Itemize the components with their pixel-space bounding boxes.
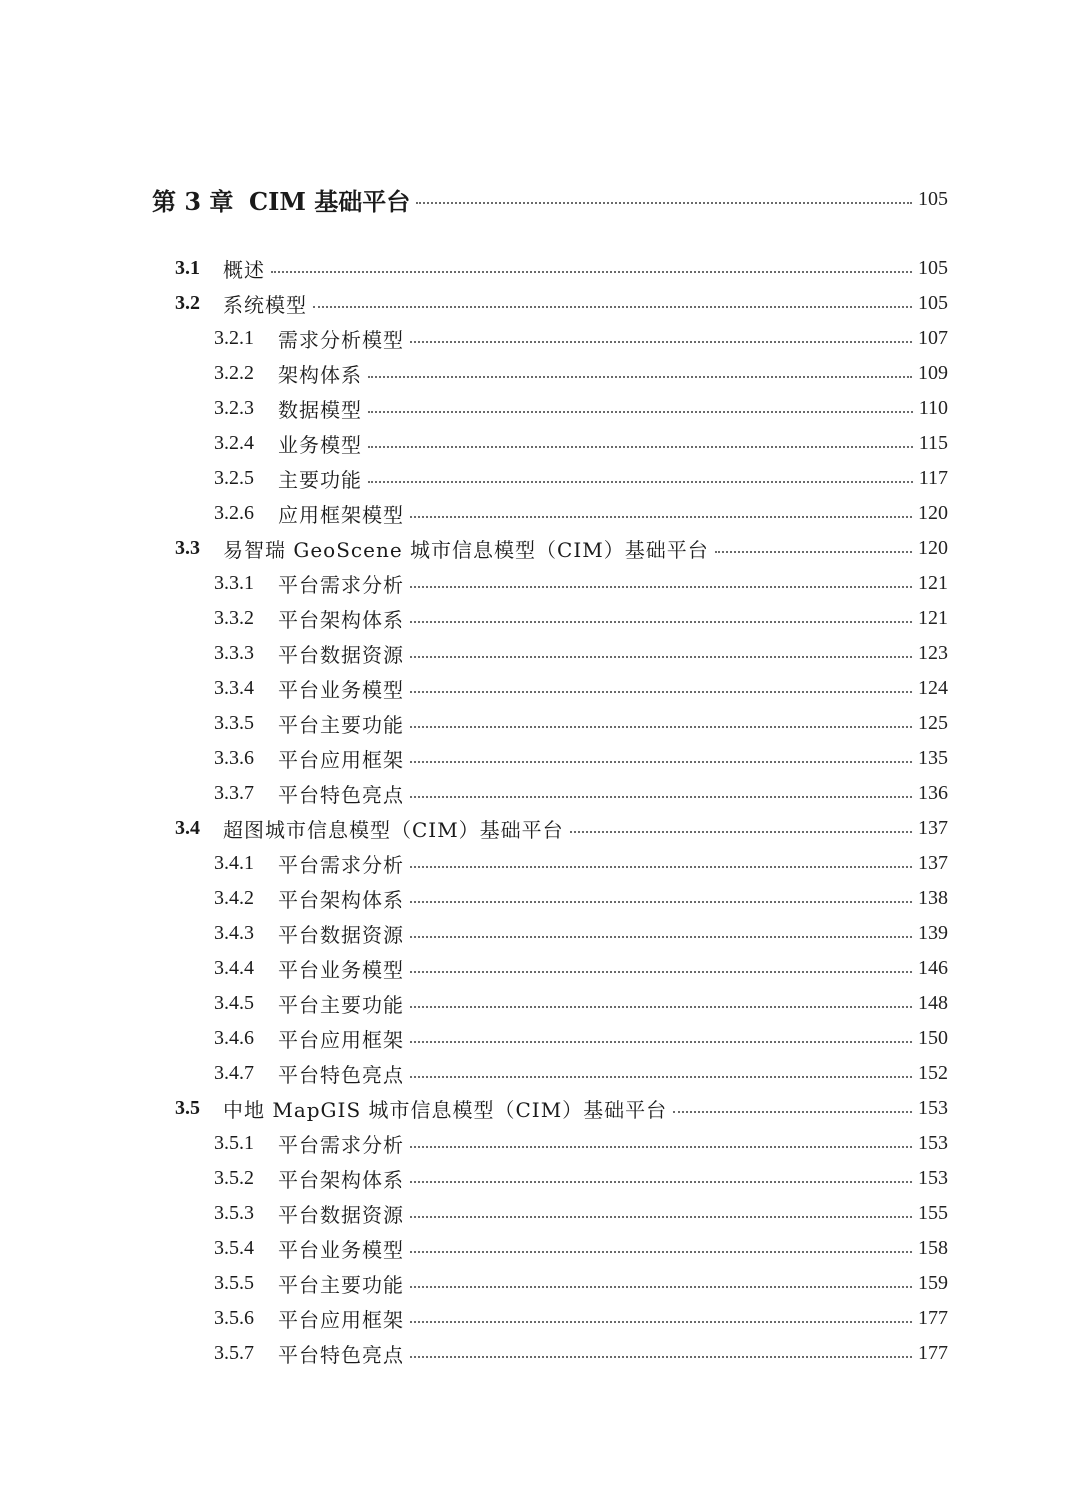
dot-leader xyxy=(715,550,912,553)
toc-entry-title: 需求分析模型 xyxy=(278,327,404,352)
toc-entry-page-number: 124 xyxy=(918,676,948,699)
toc-entry-sub[interactable] xyxy=(214,566,948,600)
toc-entry-sub[interactable] xyxy=(214,426,948,460)
toc-entry-title: 超图城市信息模型（CIM）基础平台 xyxy=(223,817,564,842)
toc-entry-sub[interactable] xyxy=(214,1196,948,1230)
toc-entry-number: 3.4 xyxy=(175,816,200,839)
toc-entry-title: 平台需求分析 xyxy=(278,852,404,877)
dot-leader xyxy=(410,1215,912,1218)
toc-entry-sub[interactable] xyxy=(214,741,948,775)
dot-leader xyxy=(410,1040,912,1043)
toc-entry-page-number: 115 xyxy=(918,431,948,454)
dot-leader xyxy=(410,340,912,343)
dot-leader xyxy=(368,375,912,378)
toc-entry-title: 平台应用框架 xyxy=(278,747,404,772)
toc-entry-number: 3.5.1 xyxy=(214,1131,254,1154)
toc-entry-title: 平台架构体系 xyxy=(278,1167,404,1192)
toc-entry-number: 3.5.3 xyxy=(214,1201,254,1224)
toc-entry-number: 3.3.7 xyxy=(214,781,254,804)
toc-entry-title: 概述 xyxy=(223,257,265,282)
dot-leader xyxy=(313,305,912,308)
dot-leader xyxy=(410,1180,912,1183)
toc-entry-number: 3.2 xyxy=(175,291,200,314)
toc-entry-sub[interactable] xyxy=(214,356,948,390)
dot-leader xyxy=(410,1285,912,1288)
toc-entry-page-number: 177 xyxy=(918,1341,948,1364)
toc-entry-sub[interactable] xyxy=(214,1056,948,1090)
toc-entry-number: 3.2.4 xyxy=(214,431,254,454)
toc-entry-chapter[interactable] xyxy=(152,182,948,216)
toc-entry-page-number: 107 xyxy=(918,326,948,349)
dot-leader xyxy=(410,690,912,693)
dot-leader xyxy=(410,1250,912,1253)
toc-entry-number: 3.2.1 xyxy=(214,326,254,349)
toc-entry-section[interactable] xyxy=(175,251,948,285)
toc-entry-title: 系统模型 xyxy=(223,292,307,317)
toc-entry-title: 平台特色亮点 xyxy=(278,1342,404,1367)
toc-entry-page-number: 139 xyxy=(918,921,948,944)
toc-entry-page-number: 121 xyxy=(918,571,948,594)
toc-entry-page-number: 120 xyxy=(918,501,948,524)
toc-entry-title: 平台主要功能 xyxy=(278,1272,404,1297)
toc-entry-title: 平台架构体系 xyxy=(278,887,404,912)
dot-leader xyxy=(410,935,912,938)
dot-leader xyxy=(368,480,913,483)
toc-entry-title: 平台业务模型 xyxy=(278,957,404,982)
toc-entry-title: 平台业务模型 xyxy=(278,677,404,702)
toc-entry-number: 3.4.7 xyxy=(214,1061,254,1084)
toc-entry-title: 平台数据资源 xyxy=(278,642,404,667)
toc-entry-title: CIM 基础平台 xyxy=(249,186,411,216)
toc-entry-page-number: 158 xyxy=(918,1236,948,1259)
toc-entry-number: 3.4.1 xyxy=(214,851,254,874)
dot-leader xyxy=(410,1075,912,1078)
toc-entry-number: 3.5.5 xyxy=(214,1271,254,1294)
toc-entry-number: 3.2.6 xyxy=(214,501,254,524)
toc-entry-number: 3.5.4 xyxy=(214,1236,254,1259)
toc-entry-number: 3.5 xyxy=(175,1096,200,1119)
toc-entry-title: 平台特色亮点 xyxy=(278,1062,404,1087)
dot-leader xyxy=(570,830,912,833)
toc-entry-page-number: 155 xyxy=(918,1201,948,1224)
toc-entry-sub[interactable] xyxy=(214,1301,948,1335)
toc-entry-number: 3.3.3 xyxy=(214,641,254,664)
toc-entry-sub[interactable] xyxy=(214,671,948,705)
toc-entry-title: 主要功能 xyxy=(278,467,362,492)
toc-entry-number: 3.3 xyxy=(175,536,200,559)
toc-entry-page-number: 105 xyxy=(918,291,948,314)
toc-entry-page-number: 153 xyxy=(918,1096,948,1119)
dot-leader xyxy=(271,270,912,273)
toc-entry-title: 平台架构体系 xyxy=(278,607,404,632)
dot-leader xyxy=(410,970,912,973)
toc-entry-number: 3.3.2 xyxy=(214,606,254,629)
dot-leader xyxy=(410,1355,912,1358)
toc-entry-page-number: 120 xyxy=(918,536,948,559)
toc-entry-page-number: 136 xyxy=(918,781,948,804)
toc-entry-sub[interactable] xyxy=(214,636,948,670)
dot-leader xyxy=(410,1320,912,1323)
toc-entry-number: 3.4.2 xyxy=(214,886,254,909)
toc-entry-number: 3.3.1 xyxy=(214,571,254,594)
toc-entry-sub[interactable] xyxy=(214,461,948,495)
toc-entry-page-number: 117 xyxy=(918,466,948,489)
toc-entry-page-number: 148 xyxy=(918,991,948,1014)
toc-entry-page-number: 137 xyxy=(918,816,948,839)
toc-entry-section[interactable] xyxy=(175,811,948,845)
toc-entry-number: 3.5.2 xyxy=(214,1166,254,1189)
toc-entry-number: 3.5.6 xyxy=(214,1306,254,1329)
toc-entry-number: 3.4.3 xyxy=(214,921,254,944)
toc-entry-sub[interactable] xyxy=(214,1021,948,1055)
toc-entry-page-number: 146 xyxy=(918,956,948,979)
toc-entry-title: 平台应用框架 xyxy=(278,1307,404,1332)
toc-entry-title: 平台数据资源 xyxy=(278,922,404,947)
toc-entry-sub[interactable] xyxy=(214,951,948,985)
toc-entry-number: 3.2.5 xyxy=(214,466,254,489)
toc-entry-number: 3.2.3 xyxy=(214,396,254,419)
toc-entry-page-number: 123 xyxy=(918,641,948,664)
toc-entry-page-number: 121 xyxy=(918,606,948,629)
toc-entry-page-number: 109 xyxy=(918,361,948,384)
toc-entry-page-number: 105 xyxy=(918,187,948,210)
toc-entry-title: 平台主要功能 xyxy=(278,712,404,737)
toc-entry-sub[interactable] xyxy=(214,881,948,915)
toc-entry-page-number: 152 xyxy=(918,1061,948,1084)
toc-entry-page-number: 159 xyxy=(918,1271,948,1294)
dot-leader xyxy=(410,655,912,658)
toc-entry-sub[interactable] xyxy=(214,1336,948,1370)
dot-leader xyxy=(416,201,912,204)
dot-leader xyxy=(410,585,912,588)
toc-entry-page-number: 153 xyxy=(918,1166,948,1189)
dot-leader xyxy=(410,900,912,903)
toc-entry-number: 3.4.5 xyxy=(214,991,254,1014)
toc-entry-number: 3.4.6 xyxy=(214,1026,254,1049)
toc-entry-title: 业务模型 xyxy=(278,432,362,457)
dot-leader xyxy=(410,1145,912,1148)
toc-entry-title: 平台数据资源 xyxy=(278,1202,404,1227)
toc-entry-sub[interactable] xyxy=(214,1161,948,1195)
toc-entry-title: 应用框架模型 xyxy=(278,502,404,527)
toc-entry-number: 3.3.4 xyxy=(214,676,254,699)
toc-entry-page-number: 153 xyxy=(918,1131,948,1154)
dot-leader xyxy=(368,410,913,413)
dot-leader xyxy=(368,445,913,448)
dot-leader xyxy=(410,865,912,868)
toc-entry-number: 第 3 章 xyxy=(152,186,234,216)
toc-entry-title: 中地 MapGIS 城市信息模型（CIM）基础平台 xyxy=(223,1097,668,1122)
toc-entry-sub[interactable] xyxy=(214,706,948,740)
toc-entry-page-number: 110 xyxy=(918,396,948,419)
toc-entry-title: 平台需求分析 xyxy=(278,1132,404,1157)
toc-entry-number: 3.3.5 xyxy=(214,711,254,734)
toc-entry-sub[interactable] xyxy=(214,1266,948,1300)
toc-entry-title: 架构体系 xyxy=(278,362,362,387)
dot-leader xyxy=(410,515,912,518)
toc-entry-title: 易智瑞 GeoScene 城市信息模型（CIM）基础平台 xyxy=(223,537,709,562)
toc-entry-title: 平台业务模型 xyxy=(278,1237,404,1262)
toc-entry-sub[interactable] xyxy=(214,986,948,1020)
toc-entry-number: 3.2.2 xyxy=(214,361,254,384)
dot-leader xyxy=(410,725,912,728)
toc-entry-title: 数据模型 xyxy=(278,397,362,422)
toc-entry-number: 3.4.4 xyxy=(214,956,254,979)
toc-entry-sub[interactable] xyxy=(214,321,948,355)
dot-leader xyxy=(410,1005,912,1008)
toc-entry-sub[interactable] xyxy=(214,1126,948,1160)
toc-entry-title: 平台需求分析 xyxy=(278,572,404,597)
toc-entry-page-number: 137 xyxy=(918,851,948,874)
toc-entry-number: 3.3.6 xyxy=(214,746,254,769)
toc-entry-sub[interactable] xyxy=(214,916,948,950)
toc-entry-page-number: 177 xyxy=(918,1306,948,1329)
toc-entry-sub[interactable] xyxy=(214,1231,948,1265)
toc-entry-section[interactable] xyxy=(175,531,948,565)
toc-entry-section[interactable] xyxy=(175,286,948,320)
toc-entry-section[interactable] xyxy=(175,1091,948,1125)
toc-entry-page-number: 125 xyxy=(918,711,948,734)
toc-entry-title: 平台主要功能 xyxy=(278,992,404,1017)
toc-entry-page-number: 138 xyxy=(918,886,948,909)
toc-entry-sub[interactable] xyxy=(214,391,948,425)
toc-entry-sub[interactable] xyxy=(214,601,948,635)
toc-entry-title: 平台应用框架 xyxy=(278,1027,404,1052)
toc-entry-page-number: 135 xyxy=(918,746,948,769)
dot-leader xyxy=(673,1110,912,1113)
toc-entry-number: 3.1 xyxy=(175,256,200,279)
dot-leader xyxy=(410,760,912,763)
dot-leader xyxy=(410,620,912,623)
toc-entry-sub[interactable] xyxy=(214,496,948,530)
toc-entry-page-number: 150 xyxy=(918,1026,948,1049)
toc-entry-sub[interactable] xyxy=(214,846,948,880)
toc-entry-page-number: 105 xyxy=(918,256,948,279)
toc-entry-number: 3.5.7 xyxy=(214,1341,254,1364)
dot-leader xyxy=(410,795,912,798)
toc-entry-title: 平台特色亮点 xyxy=(278,782,404,807)
toc-entry-sub[interactable] xyxy=(214,776,948,810)
